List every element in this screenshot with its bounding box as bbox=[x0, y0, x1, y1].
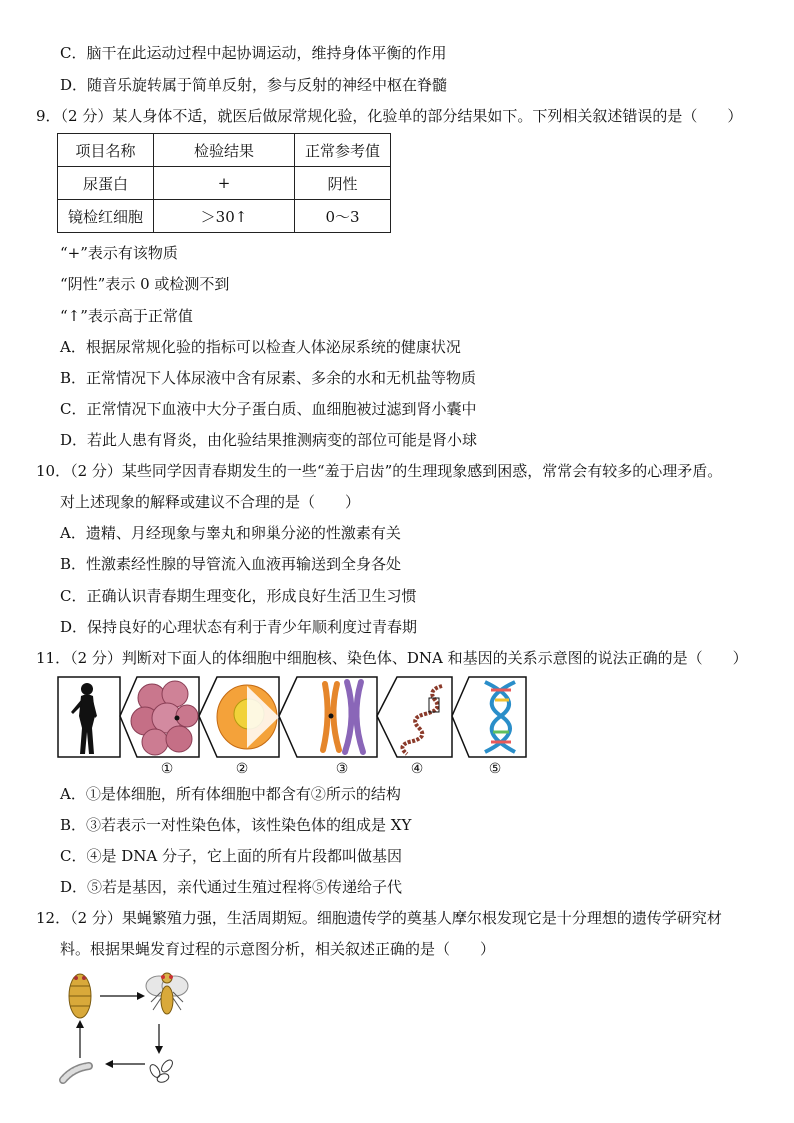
fruit-fly-life-cycle-figure bbox=[55, 968, 205, 1088]
table-header-cell: 正常参考值 bbox=[295, 134, 391, 167]
q9-note-arrow: “↑”表示高于正常值 bbox=[60, 307, 193, 325]
q11-option-a: A．①是体细胞，所有体细胞中都含有②所示的结构 bbox=[60, 785, 401, 803]
table-cell: 0～3 bbox=[295, 200, 391, 233]
q11-option-c: C．④是 DNA 分子，它上面的所有片段都叫做基因 bbox=[60, 847, 402, 865]
q12-stem-line2: 料。根据果蝇发育过程的示意图分析，相关叙述正确的是（ ） bbox=[60, 940, 496, 958]
table-header-cell: 项目名称 bbox=[58, 134, 154, 167]
q10-option-d: D．保持良好的心理状态有利于青少年顺利度过青春期 bbox=[60, 618, 418, 636]
dna-coil-icon bbox=[377, 677, 452, 757]
figure-label-5: ⑤ bbox=[488, 761, 502, 777]
q9-option-a: A．根据尿常规化验的指标可以检查人体泌尿系统的健康状况 bbox=[60, 338, 461, 356]
cell-nucleus-chromosome-dna-gene-figure bbox=[57, 676, 527, 778]
q9-note-negative: “阴性”表示 0 或检测不到 bbox=[60, 275, 230, 293]
human-silhouette-icon bbox=[58, 677, 120, 757]
q9-option-b: B．正常情况下人体尿液中含有尿素、多余的水和无机盐等物质 bbox=[60, 369, 477, 387]
figure-label-1: ① bbox=[160, 761, 174, 777]
q9-note-plus: “+”表示有该物质 bbox=[60, 244, 178, 262]
chromosome-icon bbox=[279, 677, 377, 757]
pupa-icon bbox=[69, 974, 91, 1018]
q10-stem-line1: 10．（2 分）某些同学因青春期发生的一些“羞于启齿”的生理现象感到困惑，常常会有较多的心理矛盾。 bbox=[36, 462, 723, 480]
table-cell: + bbox=[154, 167, 295, 200]
larva-icon bbox=[63, 1066, 89, 1080]
q8-option-d: D．随音乐旋转属于简单反射，参与反射的神经中枢在脊髓 bbox=[60, 76, 448, 94]
q8-option-c: C．脑干在此运动过程中起协调运动，维持身体平衡的作用 bbox=[60, 44, 447, 62]
q9-option-c: C．正常情况下血液中大分子蛋白质、血细胞被过滤到肾小囊中 bbox=[60, 400, 477, 418]
q10-option-c: C．正确认识青春期生理变化，形成良好生活卫生习惯 bbox=[60, 587, 417, 605]
arrow-up-icon bbox=[76, 1020, 84, 1058]
figure-label-4: ④ bbox=[410, 761, 424, 777]
q10-option-b: B．性激素经性腺的导管流入血液再输送到全身各处 bbox=[60, 555, 402, 573]
q11-option-d: D．⑤若是基因，亲代通过生殖过程将⑤传递给子代 bbox=[60, 878, 403, 896]
table-cell: ＞30↑ bbox=[154, 200, 295, 233]
q10-option-a: A．遗精、月经现象与睾丸和卵巢分泌的性激素有关 bbox=[60, 524, 401, 542]
q9-option-d: D．若此人患有肾炎，由化验结果推测病变的部位可能是肾小球 bbox=[60, 431, 478, 449]
figure-label-3: ③ bbox=[335, 761, 349, 777]
q9-stem: 9．（2 分）某人身体不适，就医后做尿常规化验，化验单的部分结果如下。下列相关叙述错误的是（ ） bbox=[36, 107, 743, 125]
table-header-cell: 检验结果 bbox=[154, 134, 295, 167]
table-cell: 阴性 bbox=[295, 167, 391, 200]
table-cell: 镜检红细胞 bbox=[58, 200, 154, 233]
q12-stem-line1: 12．（2 分）果蝇繁殖力强，生活周期短。细胞遗传学的奠基人摩尔根发现它是十分理想的遗传学研究材 bbox=[36, 909, 722, 927]
arrow-left-icon bbox=[105, 1060, 145, 1068]
cell-nucleus-icon bbox=[199, 677, 279, 757]
eggs-icon bbox=[148, 1058, 175, 1084]
q10-stem-line2: 对上述现象的解释或建议不合理的是（ ） bbox=[60, 493, 361, 511]
double-helix-icon bbox=[452, 677, 526, 757]
urine-test-table bbox=[57, 133, 391, 233]
q11-stem: 11．（2 分）判断对下面人的体细胞中细胞核、染色体、DNA 和基因的关系示意图的说法正确的是（ ） bbox=[36, 649, 748, 667]
table-cell: 尿蛋白 bbox=[58, 167, 154, 200]
table-header-row bbox=[58, 134, 391, 167]
q11-option-b: B．③若表示一对性染色体，该性染色体的组成是 XY bbox=[60, 816, 412, 834]
table-row bbox=[58, 200, 391, 233]
table-row bbox=[58, 167, 391, 200]
arrow-right-icon bbox=[100, 992, 145, 1000]
arrow-down-icon bbox=[155, 1024, 163, 1054]
adult-fly-icon bbox=[146, 973, 188, 1014]
cell-cluster-icon bbox=[120, 677, 199, 757]
figure-label-2: ② bbox=[235, 761, 249, 777]
